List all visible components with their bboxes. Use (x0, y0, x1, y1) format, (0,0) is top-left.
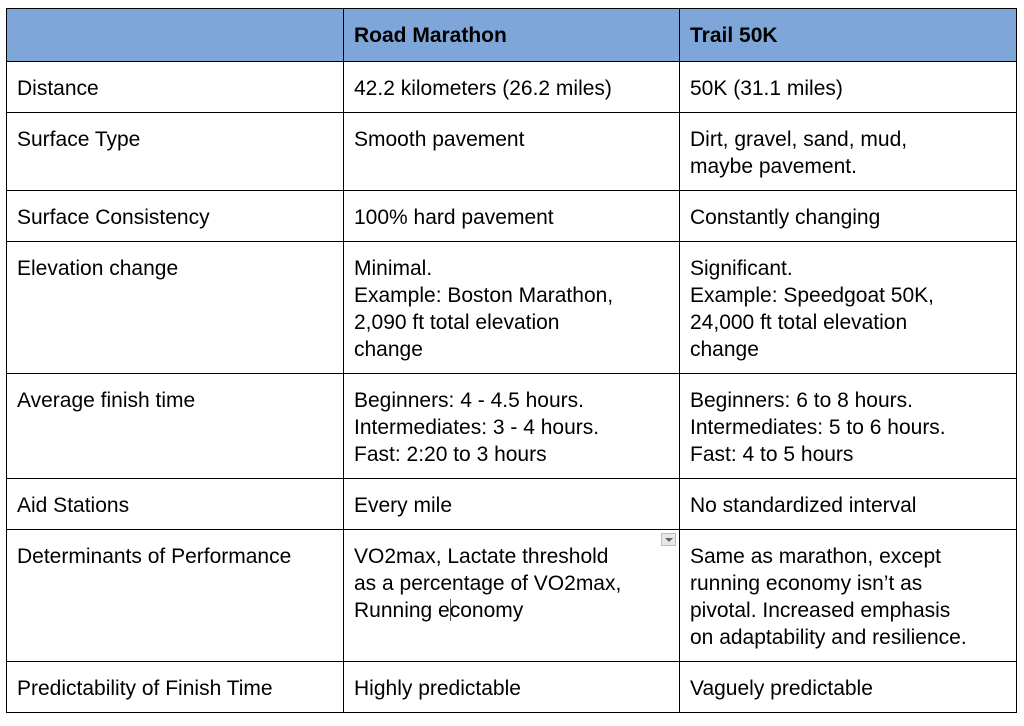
header-trail-50k[interactable]: Trail 50K (680, 9, 1017, 62)
table-row-aid-stations (7, 479, 1017, 530)
trail-cell[interactable] (680, 242, 1017, 374)
cell-line-part: Running e (354, 599, 450, 622)
cell-line-part: conomy (449, 599, 524, 622)
cell-line: Example: Speedgoat 50K, (690, 284, 935, 307)
row-label-cell[interactable]: Surface Type (7, 113, 344, 191)
trail-cell[interactable] (680, 662, 1017, 713)
cell-line: Vaguely predictable (690, 677, 873, 700)
trail-cell[interactable] (680, 530, 1017, 662)
table-row-surface-type (7, 113, 1017, 191)
cell-line: 2,090 ft total elevation (354, 311, 560, 334)
cell-line: Constantly changing (690, 206, 881, 229)
cell-line: Beginners: 6 to 8 hours. (690, 389, 913, 412)
row-label-cell[interactable]: Aid Stations (7, 479, 344, 530)
road-cell[interactable] (344, 62, 680, 113)
row-label-cell[interactable]: Distance (7, 62, 344, 113)
comparison-table (6, 8, 1017, 713)
cell-line: Significant. (690, 257, 793, 280)
row-label-cell[interactable]: Elevation change (7, 242, 344, 374)
cell-line: 24,000 ft total elevation (690, 311, 908, 334)
cell-line: maybe pavement. (690, 155, 857, 178)
table-row-elevation-change (7, 242, 1017, 374)
cell-line: Example: Boston Marathon, (354, 284, 614, 307)
header-empty-cell[interactable] (7, 9, 344, 62)
cell-line: Fast: 4 to 5 hours (690, 443, 854, 466)
cell-line: No standardized interval (690, 494, 917, 517)
trail-cell[interactable] (680, 62, 1017, 113)
table-row-surface-consistency (7, 191, 1017, 242)
cell-line: Dirt, gravel, sand, mud, (690, 128, 908, 151)
row-label-cell[interactable]: Surface Consistency (7, 191, 344, 242)
cell-line: change (690, 338, 759, 361)
cell-line: Highly predictable (354, 677, 521, 700)
cell-line: 100% hard pavement (354, 206, 554, 229)
comparison-table-container (6, 8, 1017, 713)
road-cell[interactable] (344, 662, 680, 713)
cell-line-with-caret (354, 597, 669, 624)
cell-line: Fast: 2:20 to 3 hours (354, 443, 547, 466)
table-row-distance (7, 62, 1017, 113)
header-road-marathon[interactable]: Road Marathon (344, 9, 680, 62)
cell-line: as a percentage of VO2max, (354, 572, 622, 595)
cell-line: Minimal. (354, 257, 433, 280)
row-label-cell[interactable]: Predictability of Finish Time (7, 662, 344, 713)
row-label-cell[interactable]: Determinants of Performance (7, 530, 344, 662)
road-cell[interactable] (344, 113, 680, 191)
trail-cell[interactable] (680, 374, 1017, 479)
road-cell[interactable] (344, 242, 680, 374)
cell-dropdown-icon[interactable] (661, 533, 676, 546)
cell-line: Same as marathon, except (690, 545, 941, 568)
cell-line: 42.2 kilometers (26.2 miles) (354, 77, 612, 100)
trail-cell[interactable] (680, 479, 1017, 530)
road-cell[interactable] (344, 479, 680, 530)
cell-line: Beginners: 4 - 4.5 hours. (354, 389, 584, 412)
cell-line: Intermediates: 5 to 6 hours. (690, 416, 946, 439)
road-cell[interactable] (344, 374, 680, 479)
table-row-determinants-of-performance (7, 530, 1017, 662)
cell-line: Smooth pavement (354, 128, 525, 151)
cell-line: Intermediates: 3 - 4 hours. (354, 416, 600, 439)
road-cell[interactable] (344, 191, 680, 242)
cell-line: on adaptability and resilience. (690, 626, 967, 649)
cell-line: running economy isn’t as (690, 572, 923, 595)
cell-line: change (354, 338, 423, 361)
road-cell-active[interactable] (344, 530, 680, 662)
cell-line: VO2max, Lactate threshold (354, 545, 609, 568)
row-label-cell[interactable]: Average finish time (7, 374, 344, 479)
table-row-average-finish-time (7, 374, 1017, 479)
cell-line: pivotal. Increased emphasis (690, 599, 951, 622)
cell-line: 50K (31.1 miles) (690, 77, 843, 100)
header-row (7, 9, 1017, 62)
trail-cell[interactable] (680, 113, 1017, 191)
table-row-predictability (7, 662, 1017, 713)
cell-line: Every mile (354, 494, 453, 517)
trail-cell[interactable] (680, 191, 1017, 242)
